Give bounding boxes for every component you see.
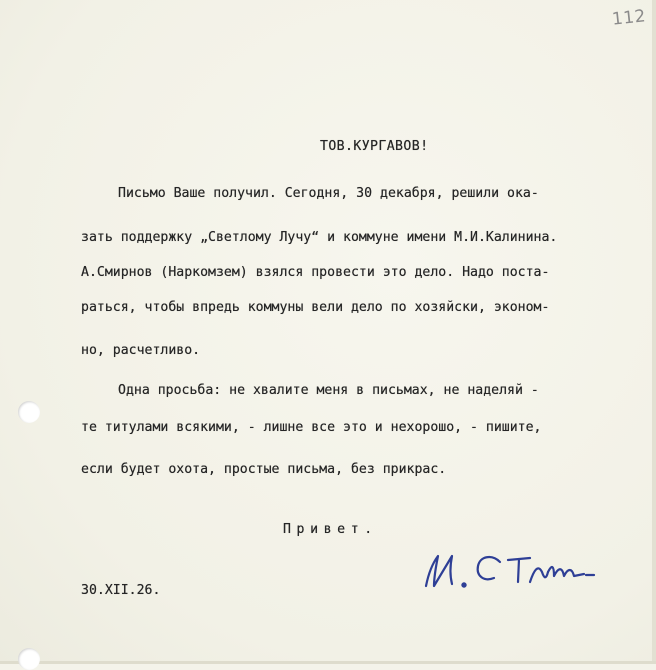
body-line: зать поддержку „Светлому Лучу“ и коммуне имени М.И.Калинина. [81,230,558,245]
body-line: Одна просьба: не хвалите меня в письмах, не наделяй - [118,383,539,398]
punch-hole-top [18,401,40,423]
handwritten-signature [418,542,603,598]
salutation: ТОВ.КУРГАВОВ! [320,139,429,154]
archive-page-number: 112 [611,6,647,30]
body-line: А.Смирнов (Наркомзем) взялся провести это дело. Надо поста- [81,265,550,280]
paper-right-edge [652,0,656,664]
letter-date: 30.XII.26. [81,583,161,598]
body-line: но, расчетливо. [81,343,201,358]
body-line: если будет охота, простые письма, без прикрас. [81,462,447,477]
punch-hole-bottom [18,648,40,670]
body-line: те титулами всякими, - лишне все это и нехорошо, - пишите, [81,420,542,435]
body-line: раться, чтобы впредь коммуны вели дело по хозяйски, эконом- [81,300,550,315]
body-line: Письмо Ваше получил. Сегодня, 30 декабря, решили ока- [118,186,539,201]
closing-greeting: Привет. [283,522,378,537]
